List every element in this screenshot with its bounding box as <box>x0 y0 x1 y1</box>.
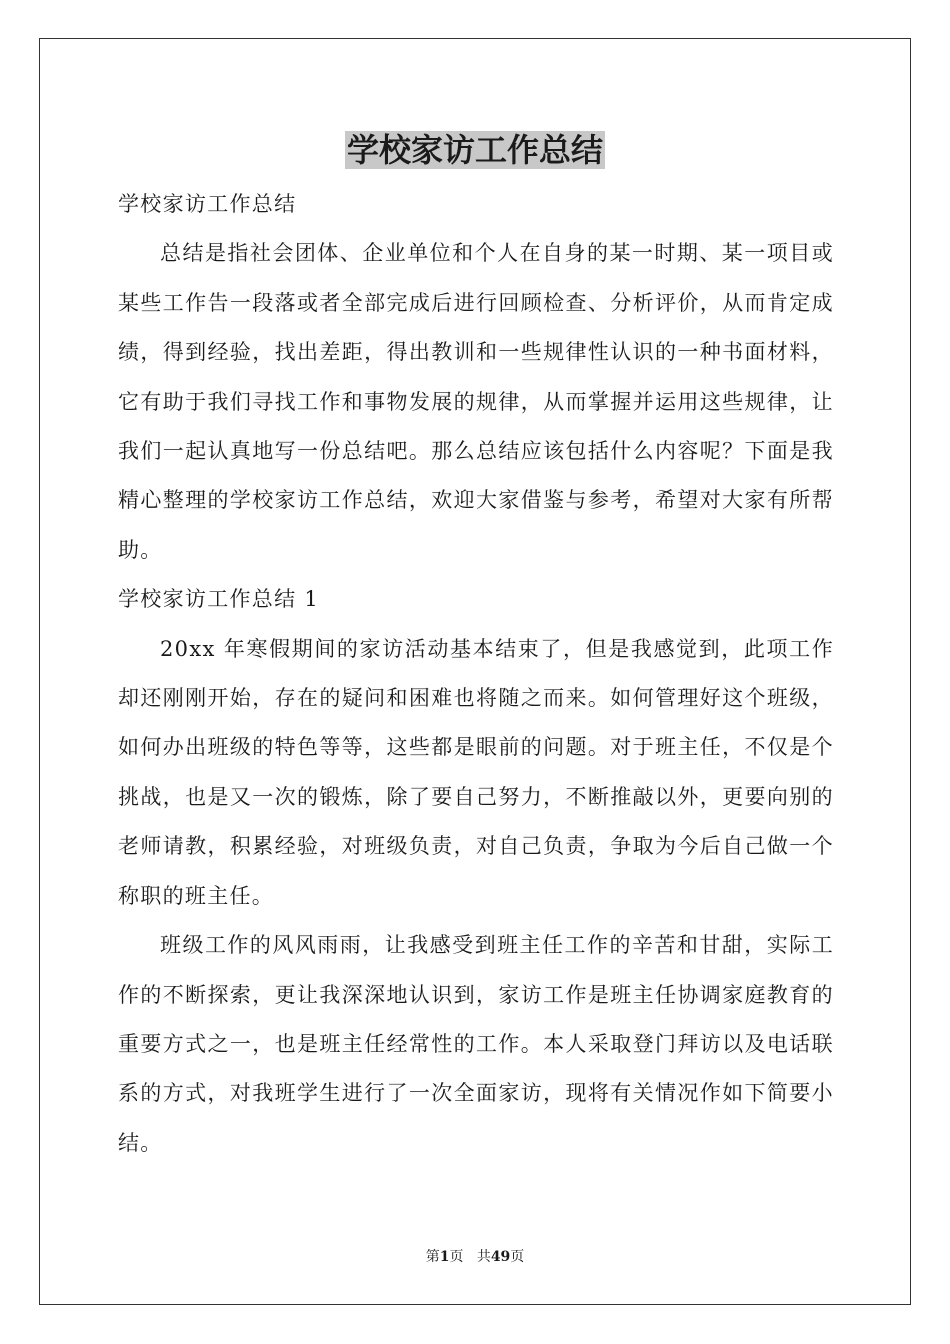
footer-page-unit: 页 <box>449 1249 464 1265</box>
page-footer <box>0 1247 950 1267</box>
document-title-text: 学校家访工作总结 <box>346 131 603 169</box>
document-title <box>0 128 950 172</box>
footer-page-prefix: 第 <box>425 1249 440 1265</box>
document-subtitle: 学校家访工作总结 <box>118 192 297 216</box>
section-paragraph-2: 班级工作的风风雨雨，让我感受到班主任工作的辛苦和甘甜，实际工作的不断探索，更让我深深地认识到，家访工作是班主任协调家庭教育的重要方式之一，也是班主任经常性的工作。本人采取登门拜访以及电话联系的方式，对我班学生进行了一次全面家访，现将有关情况作如下简要小结。 <box>118 933 834 1155</box>
section-paragraph-1: 20xx 年寒假期间的家访活动基本结束了，但是我感觉到，此项工作却还刚刚开始，存在的疑问和困难也将随之而来。如何管理好这个班级，如何办出班级的特色等等，这些都是眼前的问题。对于班主任，不仅是个挑战，也是又一次的锻炼，除了要自己努力，不断推敲以外，更要向别的老师请教，积累经验，对班级负责，对自己负责，争取为今后自己做一个称职的班主任。 <box>118 636 834 908</box>
footer-total-unit: 页 <box>510 1249 525 1265</box>
section-heading: 学校家访工作总结 1 <box>118 587 320 612</box>
footer-total-prefix: 共 <box>476 1249 491 1265</box>
intro-paragraph: 总结是指社会团体、企业单位和个人在自身的某一时期、某一项目或某些工作告一段落或者全部完成后进行回顾检查、分析评价，从而肯定成绩，得到经验，找出差距，得出教训和一些规律性认识的一种书面材料，它有助于我们寻找工作和事物发展的规律，从而掌握并运用这些规律，让我们一起认真地写一份总结吧。那么总结应该包括什么内容呢？下面是我精心整理的学校家访工作总结，欢迎大家借鉴与参考，希望对大家有所帮助。 <box>118 241 834 562</box>
document-body <box>118 180 834 1168</box>
footer-page-current: 1 <box>439 1249 450 1265</box>
footer-page-total: 49 <box>490 1249 511 1265</box>
